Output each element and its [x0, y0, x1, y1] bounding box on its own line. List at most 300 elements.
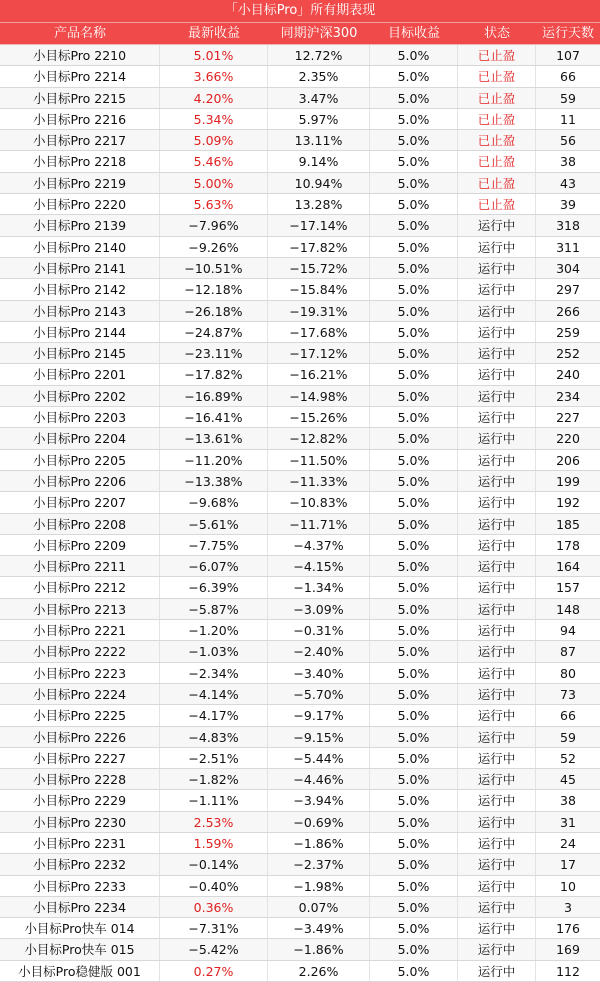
- cell-hs300: −17.68%: [268, 322, 370, 342]
- cell-status: 运行中: [458, 535, 536, 555]
- cell-target-return: 5.0%: [370, 812, 458, 832]
- cell-running-days: 52: [560, 750, 576, 766]
- cell-latest-return: −7.75%: [160, 535, 268, 555]
- cell-hs300: −0.69%: [268, 812, 370, 832]
- table-row: [0, 556, 600, 577]
- cell-target-return: 5.0%: [370, 343, 458, 363]
- cell-product-name: 小目标Pro 2143: [0, 301, 160, 321]
- cell-running-days: 157: [556, 580, 580, 596]
- cell-latest-return: −24.87%: [160, 322, 268, 342]
- cell-hs300: −11.71%: [268, 514, 370, 534]
- table-title: 「小目标Pro」所有期表现: [0, 0, 600, 23]
- cell-hs300: −4.46%: [268, 769, 370, 789]
- cell-status: 运行中: [458, 215, 536, 235]
- cell-hs300: −3.40%: [268, 663, 370, 683]
- cell-hs300: −4.37%: [268, 535, 370, 555]
- cell-target-return: 5.0%: [370, 620, 458, 640]
- cell-status: 运行中: [458, 790, 536, 810]
- header-status: 状态: [483, 26, 510, 41]
- table-row: [0, 237, 600, 258]
- cell-latest-return: −4.83%: [160, 727, 268, 747]
- cell-latest-return: −2.51%: [160, 748, 268, 768]
- table-row: [0, 130, 600, 151]
- cell-status: 运行中: [458, 279, 536, 299]
- cell-latest-return: −9.68%: [160, 492, 268, 512]
- table-row: [0, 258, 600, 279]
- cell-hs300: −2.40%: [268, 641, 370, 661]
- cell-running-days: 56: [560, 133, 576, 149]
- cell-running-days: 80: [560, 665, 576, 681]
- cell-target-return: 5.0%: [370, 322, 458, 342]
- cell-product-name: 小目标Pro 2234: [0, 897, 160, 917]
- table-row: [0, 322, 600, 343]
- cell-status: 运行中: [458, 748, 536, 768]
- cell-hs300: 0.07%: [268, 897, 370, 917]
- table-row: [0, 854, 600, 875]
- cell-latest-return: 5.63%: [160, 194, 268, 214]
- cell-target-return: 5.0%: [370, 407, 458, 427]
- cell-hs300: −1.34%: [268, 577, 370, 597]
- cell-hs300: −15.26%: [268, 407, 370, 427]
- cell-hs300: −5.44%: [268, 748, 370, 768]
- cell-hs300: −17.82%: [268, 237, 370, 257]
- cell-product-name: 小目标Pro 2211: [0, 556, 160, 576]
- cell-status: 运行中: [458, 641, 536, 661]
- cell-running-days: 318: [556, 218, 580, 234]
- table-row: [0, 833, 600, 854]
- cell-status: 运行中: [458, 450, 536, 470]
- cell-latest-return: 1.59%: [160, 833, 268, 853]
- table-row: [0, 301, 600, 322]
- table-row: [0, 450, 600, 471]
- cell-latest-return: −5.61%: [160, 514, 268, 534]
- table-row: [0, 790, 600, 811]
- cell-latest-return: −16.41%: [160, 407, 268, 427]
- cell-status: 运行中: [458, 301, 536, 321]
- cell-hs300: −11.50%: [268, 450, 370, 470]
- table-body: [0, 45, 600, 982]
- table-row: [0, 471, 600, 492]
- cell-hs300: −0.31%: [268, 620, 370, 640]
- cell-target-return: 5.0%: [370, 833, 458, 853]
- cell-product-name: 小目标Pro 2205: [0, 450, 160, 470]
- cell-latest-return: 4.20%: [160, 88, 268, 108]
- table-row: [0, 514, 600, 535]
- cell-product-name: 小目标Pro 2139: [0, 215, 160, 235]
- cell-hs300: 5.97%: [268, 109, 370, 129]
- cell-target-return: 5.0%: [370, 854, 458, 874]
- cell-target-return: 5.0%: [370, 897, 458, 917]
- cell-running-days: 304: [556, 260, 580, 276]
- cell-latest-return: −16.89%: [160, 386, 268, 406]
- cell-status: 运行中: [458, 705, 536, 725]
- cell-hs300: −1.86%: [268, 833, 370, 853]
- cell-hs300: −5.70%: [268, 684, 370, 704]
- cell-target-return: 5.0%: [370, 301, 458, 321]
- cell-target-return: 5.0%: [370, 45, 458, 65]
- table-row: [0, 939, 600, 960]
- cell-status: 运行中: [458, 961, 536, 981]
- cell-target-return: 5.0%: [370, 663, 458, 683]
- cell-hs300: −10.83%: [268, 492, 370, 512]
- table-row: [0, 364, 600, 385]
- cell-product-name: 小目标Pro 2233: [0, 876, 160, 896]
- cell-status: 运行中: [458, 258, 536, 278]
- cell-product-name: 小目标Pro 2224: [0, 684, 160, 704]
- cell-status: 运行中: [458, 386, 536, 406]
- cell-product-name: 小目标Pro 2210: [0, 45, 160, 65]
- cell-running-days: 24: [560, 835, 576, 851]
- cell-product-name: 小目标Pro 2213: [0, 599, 160, 619]
- cell-latest-return: −7.96%: [160, 215, 268, 235]
- cell-status: 运行中: [458, 812, 536, 832]
- cell-status: 已止盈: [458, 88, 536, 108]
- table-row: [0, 407, 600, 428]
- cell-latest-return: −13.61%: [160, 428, 268, 448]
- table-row: [0, 620, 600, 641]
- cell-product-name: 小目标Pro 2214: [0, 66, 160, 86]
- cell-running-days: 220: [556, 431, 580, 447]
- cell-hs300: −1.98%: [268, 876, 370, 896]
- cell-running-days: 66: [560, 69, 576, 85]
- cell-latest-return: −13.38%: [160, 471, 268, 491]
- table-row: [0, 492, 600, 513]
- cell-running-days: 112: [556, 963, 580, 979]
- cell-latest-return: −6.39%: [160, 577, 268, 597]
- cell-product-name: 小目标Pro 2228: [0, 769, 160, 789]
- cell-latest-return: 0.27%: [160, 961, 268, 981]
- cell-target-return: 5.0%: [370, 918, 458, 938]
- cell-status: 运行中: [458, 663, 536, 683]
- cell-status: 运行中: [458, 727, 536, 747]
- cell-target-return: 5.0%: [370, 492, 458, 512]
- cell-target-return: 5.0%: [370, 237, 458, 257]
- cell-running-days: 73: [560, 686, 576, 702]
- cell-product-name: 小目标Pro 2221: [0, 620, 160, 640]
- cell-running-days: 199: [556, 473, 580, 489]
- cell-target-return: 5.0%: [370, 471, 458, 491]
- header-product-name: 产品名称: [53, 26, 106, 41]
- cell-hs300: 2.35%: [268, 66, 370, 86]
- cell-latest-return: −12.18%: [160, 279, 268, 299]
- cell-hs300: −12.82%: [268, 428, 370, 448]
- cell-running-days: 259: [556, 324, 580, 340]
- cell-product-name: 小目标Pro 2217: [0, 130, 160, 150]
- cell-target-return: 5.0%: [370, 556, 458, 576]
- cell-running-days: 252: [556, 346, 580, 362]
- cell-latest-return: −5.42%: [160, 939, 268, 959]
- cell-target-return: 5.0%: [370, 258, 458, 278]
- cell-hs300: 3.47%: [268, 88, 370, 108]
- table-row: [0, 727, 600, 748]
- cell-latest-return: 5.46%: [160, 151, 268, 171]
- cell-hs300: −17.12%: [268, 343, 370, 363]
- table-row: [0, 173, 600, 194]
- cell-product-name: 小目标Pro 2212: [0, 577, 160, 597]
- cell-latest-return: −7.31%: [160, 918, 268, 938]
- cell-target-return: 5.0%: [370, 215, 458, 235]
- cell-running-days: 43: [560, 175, 576, 191]
- cell-running-days: 176: [556, 921, 580, 937]
- cell-product-name: 小目标Pro稳健版 001: [0, 961, 160, 981]
- header-target-return: 目标收益: [387, 26, 440, 41]
- cell-latest-return: −1.20%: [160, 620, 268, 640]
- cell-hs300: −3.09%: [268, 599, 370, 619]
- cell-latest-return: −23.11%: [160, 343, 268, 363]
- table-row: [0, 194, 600, 215]
- cell-product-name: 小目标Pro 2208: [0, 514, 160, 534]
- cell-product-name: 小目标Pro 2227: [0, 748, 160, 768]
- cell-target-return: 5.0%: [370, 151, 458, 171]
- cell-running-days: 234: [556, 388, 580, 404]
- cell-status: 运行中: [458, 939, 536, 959]
- cell-product-name: 小目标Pro 2142: [0, 279, 160, 299]
- cell-running-days: 185: [556, 516, 580, 532]
- cell-latest-return: −5.87%: [160, 599, 268, 619]
- cell-target-return: 5.0%: [370, 705, 458, 725]
- cell-product-name: 小目标Pro 2145: [0, 343, 160, 363]
- table-row: [0, 45, 600, 66]
- cell-running-days: 66: [560, 708, 576, 724]
- cell-target-return: 5.0%: [370, 66, 458, 86]
- cell-status: 运行中: [458, 514, 536, 534]
- cell-target-return: 5.0%: [370, 876, 458, 896]
- table-row: [0, 599, 600, 620]
- cell-latest-return: 2.53%: [160, 812, 268, 832]
- table-row: [0, 386, 600, 407]
- cell-product-name: 小目标Pro 2140: [0, 237, 160, 257]
- table-row: [0, 66, 600, 87]
- cell-target-return: 5.0%: [370, 130, 458, 150]
- table-row: [0, 897, 600, 918]
- cell-running-days: 38: [560, 154, 576, 170]
- table-header: [0, 23, 600, 45]
- cell-status: 运行中: [458, 364, 536, 384]
- cell-latest-return: 5.34%: [160, 109, 268, 129]
- cell-running-days: 192: [556, 495, 580, 511]
- cell-running-days: 39: [560, 197, 576, 213]
- cell-running-days: 3: [564, 899, 572, 915]
- cell-status: 运行中: [458, 769, 536, 789]
- cell-running-days: 107: [556, 48, 580, 63]
- table-row: [0, 577, 600, 598]
- cell-latest-return: −1.11%: [160, 790, 268, 810]
- table-row: [0, 705, 600, 726]
- cell-hs300: −1.86%: [268, 939, 370, 959]
- cell-latest-return: −11.20%: [160, 450, 268, 470]
- cell-status: 已止盈: [458, 66, 536, 86]
- cell-product-name: 小目标Pro 2222: [0, 641, 160, 661]
- cell-hs300: −16.21%: [268, 364, 370, 384]
- cell-latest-return: −1.03%: [160, 641, 268, 661]
- header-running-days: 运行天数: [541, 26, 594, 41]
- cell-hs300: 10.94%: [268, 173, 370, 193]
- table-row: [0, 812, 600, 833]
- cell-status: 运行中: [458, 471, 536, 491]
- cell-status: 运行中: [458, 556, 536, 576]
- cell-product-name: 小目标Pro 2203: [0, 407, 160, 427]
- cell-status: 运行中: [458, 577, 536, 597]
- cell-running-days: 17: [560, 857, 576, 873]
- table-row: [0, 215, 600, 236]
- cell-running-days: 311: [556, 239, 580, 255]
- cell-status: 运行中: [458, 620, 536, 640]
- cell-target-return: 5.0%: [370, 769, 458, 789]
- cell-status: 运行中: [458, 918, 536, 938]
- cell-latest-return: −26.18%: [160, 301, 268, 321]
- cell-status: 已止盈: [458, 130, 536, 150]
- cell-status: 运行中: [458, 428, 536, 448]
- cell-running-days: 10: [560, 878, 576, 894]
- cell-latest-return: 5.00%: [160, 173, 268, 193]
- cell-status: 已止盈: [458, 173, 536, 193]
- cell-hs300: −3.49%: [268, 918, 370, 938]
- cell-product-name: 小目标Pro 2206: [0, 471, 160, 491]
- cell-hs300: 9.14%: [268, 151, 370, 171]
- cell-product-name: 小目标Pro 2230: [0, 812, 160, 832]
- table-row: [0, 343, 600, 364]
- cell-product-name: 小目标Pro 2215: [0, 88, 160, 108]
- cell-running-days: 297: [556, 282, 580, 298]
- cell-product-name: 小目标Pro快车 014: [0, 918, 160, 938]
- cell-running-days: 38: [560, 793, 576, 809]
- cell-running-days: 178: [556, 537, 580, 553]
- cell-product-name: 小目标Pro 2202: [0, 386, 160, 406]
- cell-status: 运行中: [458, 854, 536, 874]
- cell-target-return: 5.0%: [370, 684, 458, 704]
- cell-status: 运行中: [458, 599, 536, 619]
- cell-status: 运行中: [458, 876, 536, 896]
- cell-product-name: 小目标Pro 2144: [0, 322, 160, 342]
- cell-status: 运行中: [458, 237, 536, 257]
- cell-target-return: 5.0%: [370, 535, 458, 555]
- cell-running-days: 266: [556, 303, 580, 319]
- cell-product-name: 小目标Pro 2220: [0, 194, 160, 214]
- cell-running-days: 169: [556, 942, 580, 958]
- cell-latest-return: 3.66%: [160, 66, 268, 86]
- cell-running-days: 59: [560, 90, 576, 106]
- header-hs300: 同期沪深300: [280, 26, 358, 41]
- cell-target-return: 5.0%: [370, 364, 458, 384]
- table-row: [0, 876, 600, 897]
- cell-hs300: 13.11%: [268, 130, 370, 150]
- cell-latest-return: 0.36%: [160, 897, 268, 917]
- table-row: [0, 109, 600, 130]
- cell-hs300: 13.28%: [268, 194, 370, 214]
- cell-latest-return: −0.14%: [160, 854, 268, 874]
- table-row: [0, 918, 600, 939]
- cell-hs300: −9.17%: [268, 705, 370, 725]
- cell-latest-return: −0.40%: [160, 876, 268, 896]
- table-row: [0, 279, 600, 300]
- cell-latest-return: −1.82%: [160, 769, 268, 789]
- cell-status: 运行中: [458, 897, 536, 917]
- cell-hs300: −11.33%: [268, 471, 370, 491]
- cell-status: 已止盈: [458, 45, 536, 65]
- cell-product-name: 小目标Pro 2209: [0, 535, 160, 555]
- table-row: [0, 88, 600, 109]
- cell-latest-return: −4.17%: [160, 705, 268, 725]
- cell-product-name: 小目标Pro 2232: [0, 854, 160, 874]
- cell-running-days: 227: [556, 410, 580, 426]
- cell-product-name: 小目标Pro 2231: [0, 833, 160, 853]
- cell-hs300: −2.37%: [268, 854, 370, 874]
- cell-target-return: 5.0%: [370, 939, 458, 959]
- cell-latest-return: −2.34%: [160, 663, 268, 683]
- cell-status: 运行中: [458, 407, 536, 427]
- cell-status: 运行中: [458, 322, 536, 342]
- cell-latest-return: 5.09%: [160, 130, 268, 150]
- table-row: [0, 748, 600, 769]
- cell-running-days: 164: [556, 559, 580, 575]
- table-row: [0, 641, 600, 662]
- table-row: [0, 428, 600, 449]
- cell-product-name: 小目标Pro 2226: [0, 727, 160, 747]
- cell-running-days: 31: [560, 814, 576, 830]
- cell-running-days: 11: [560, 111, 576, 127]
- cell-status: 运行中: [458, 684, 536, 704]
- table-row: [0, 961, 600, 982]
- table-row: [0, 769, 600, 790]
- cell-status: 运行中: [458, 833, 536, 853]
- cell-target-return: 5.0%: [370, 790, 458, 810]
- table-row: [0, 151, 600, 172]
- cell-product-name: 小目标Pro 2201: [0, 364, 160, 384]
- cell-product-name: 小目标Pro 2225: [0, 705, 160, 725]
- cell-running-days: 94: [560, 623, 576, 639]
- cell-product-name: 小目标Pro 2219: [0, 173, 160, 193]
- cell-target-return: 5.0%: [370, 641, 458, 661]
- cell-hs300: −4.15%: [268, 556, 370, 576]
- cell-latest-return: −9.26%: [160, 237, 268, 257]
- cell-hs300: 12.72%: [268, 45, 370, 65]
- cell-latest-return: −17.82%: [160, 364, 268, 384]
- cell-latest-return: −10.51%: [160, 258, 268, 278]
- cell-target-return: 5.0%: [370, 88, 458, 108]
- cell-product-name: 小目标Pro 2223: [0, 663, 160, 683]
- cell-target-return: 5.0%: [370, 428, 458, 448]
- cell-hs300: −17.14%: [268, 215, 370, 235]
- cell-hs300: −3.94%: [268, 790, 370, 810]
- cell-target-return: 5.0%: [370, 109, 458, 129]
- cell-hs300: −19.31%: [268, 301, 370, 321]
- header-latest-return: 最新收益: [187, 26, 240, 41]
- cell-status: 运行中: [458, 343, 536, 363]
- cell-hs300: −9.15%: [268, 727, 370, 747]
- cell-status: 已止盈: [458, 194, 536, 214]
- cell-running-days: 206: [556, 452, 580, 468]
- cell-target-return: 5.0%: [370, 727, 458, 747]
- cell-target-return: 5.0%: [370, 450, 458, 470]
- cell-target-return: 5.0%: [370, 961, 458, 981]
- cell-product-name: 小目标Pro快车 015: [0, 939, 160, 959]
- cell-target-return: 5.0%: [370, 386, 458, 406]
- cell-running-days: 45: [560, 772, 576, 788]
- cell-target-return: 5.0%: [370, 173, 458, 193]
- cell-product-name: 小目标Pro 2204: [0, 428, 160, 448]
- cell-hs300: −14.98%: [268, 386, 370, 406]
- cell-target-return: 5.0%: [370, 514, 458, 534]
- cell-latest-return: 5.01%: [160, 45, 268, 65]
- cell-target-return: 5.0%: [370, 748, 458, 768]
- cell-target-return: 5.0%: [370, 279, 458, 299]
- cell-product-name: 小目标Pro 2229: [0, 790, 160, 810]
- table-row: [0, 663, 600, 684]
- cell-target-return: 5.0%: [370, 194, 458, 214]
- cell-hs300: −15.72%: [268, 258, 370, 278]
- cell-running-days: 240: [556, 367, 580, 383]
- cell-target-return: 5.0%: [370, 599, 458, 619]
